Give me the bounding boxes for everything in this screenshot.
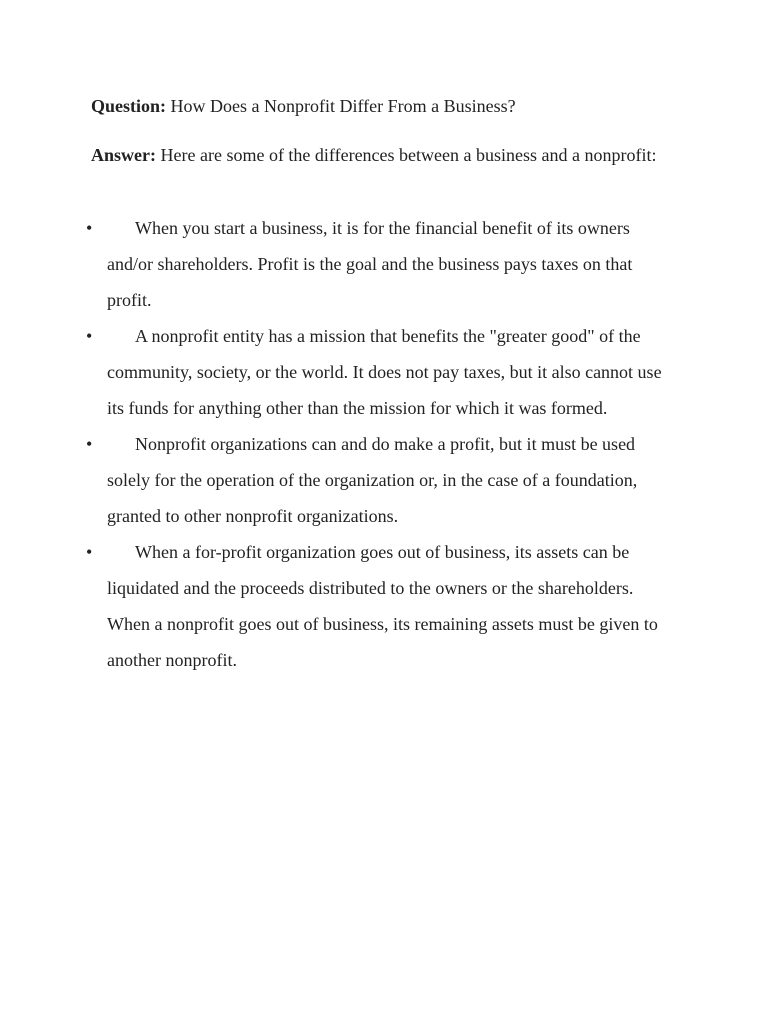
bullet-icon: • xyxy=(86,434,93,454)
bullet-icon: • xyxy=(86,542,93,562)
question-label: Question: xyxy=(91,96,167,116)
bullet-icon: • xyxy=(86,326,93,346)
list-item-text: When you start a business, it is for the financial benefit of its owners and/or shareholders. Profit is the goal and the business pays taxes on that profit. xyxy=(107,218,633,310)
question-text: How Does a Nonprofit Differ From a Business? xyxy=(170,96,516,116)
differences-list xyxy=(0,210,768,678)
answer-intro xyxy=(91,141,661,170)
list-item-text: A nonprofit entity has a mission that benefits the "greater good" of the community, society, or the world. It does not pay taxes, but it also cannot use its funds for anything other than the mission for which it was formed. xyxy=(107,326,662,418)
list-item xyxy=(0,318,663,426)
answer-label: Answer: xyxy=(91,145,156,165)
question-line xyxy=(91,93,516,119)
list-item xyxy=(0,210,663,318)
list-item-text: Nonprofit organizations can and do make a profit, but it must be used solely for the operation of the organization or, in the case of a foundation, granted to other nonprofit organizations. xyxy=(107,434,638,526)
list-item xyxy=(0,426,663,534)
list-item-text: When a for-profit organization goes out of business, its assets can be liquidated and the proceeds distributed to the owners or the shareholders. When a nonprofit goes out of business, its remaining assets must be given to another nonprofit. xyxy=(107,542,658,670)
list-item xyxy=(0,534,663,678)
answer-text: Here are some of the differences between a business and a nonprofit: xyxy=(160,145,657,165)
bullet-icon: • xyxy=(86,218,93,238)
